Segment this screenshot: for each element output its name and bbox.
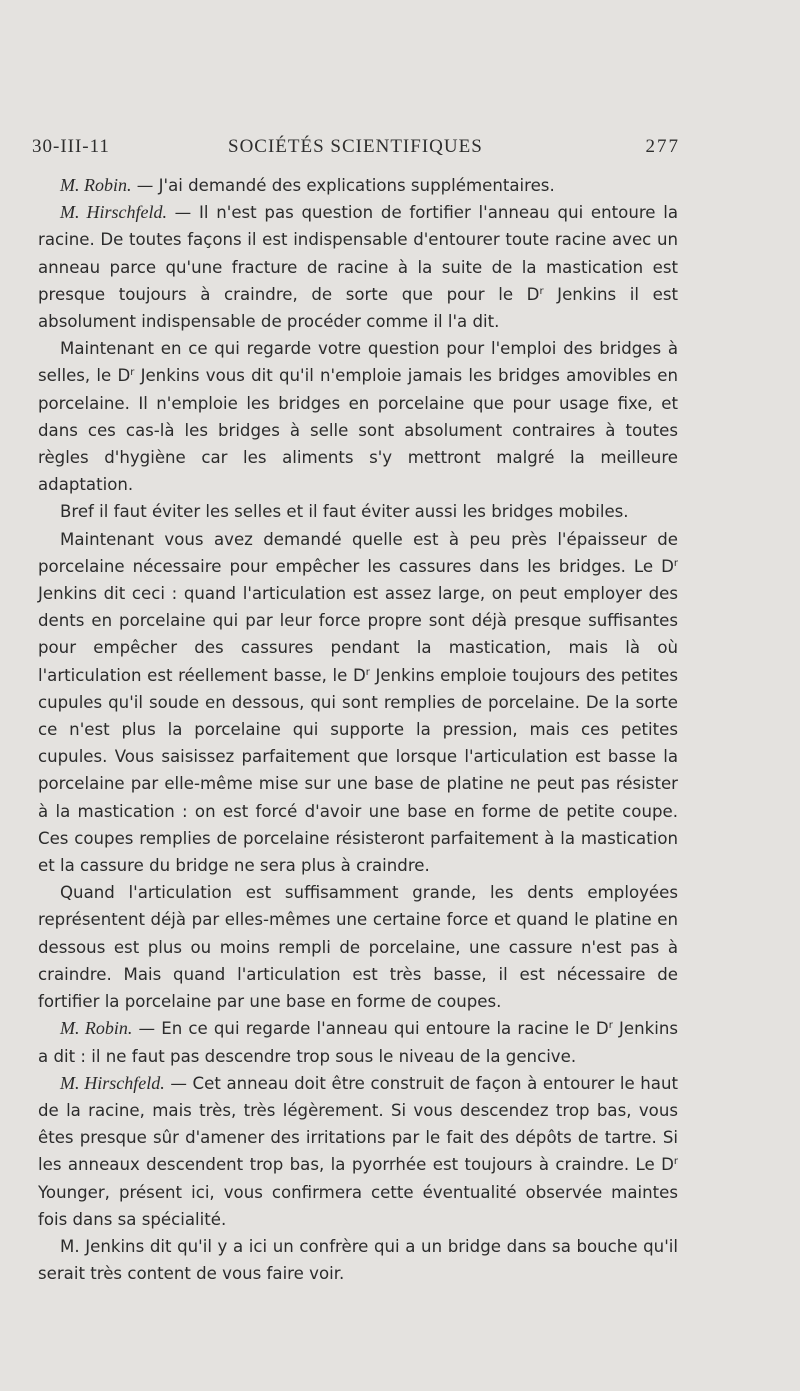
paragraph-text: Bref il faut éviter les selles et il faut éviter aussi les bridges mobiles. xyxy=(60,502,629,522)
paragraph-text-tail: Jenkins a dit : il ne faut pas descendre trop sous le niveau de la gencive. xyxy=(38,1019,678,1066)
superscript: r xyxy=(608,1020,613,1032)
running-header xyxy=(32,136,680,164)
header-date: 30-III-11 xyxy=(32,136,110,157)
paragraph xyxy=(38,172,678,199)
speaker-name: M. Robin. xyxy=(60,175,132,195)
paragraph-text-tail: Jenkins dit ceci : quand l'articulation est assez large, on peut employer des dents en porcelaine qui par leur force propre sont déjà presque suffisantes pour empêcher des cassures pendant la mastication, mais là où l'articulation est réellement basse, le D xyxy=(38,584,678,685)
superscript: r xyxy=(365,666,370,678)
paragraph-text-tail: Jenkins vous dit qu'il n'emploie jamais les bridges amovibles en porcelaine. Il n'emploie les bridges en porcelaine que pour usage fixe, et dans ces cas-là les bridges à selle sont absolument contraires à toutes règles d'hygiène car les aliments s'y mettront malgré la meilleure adaptation. xyxy=(38,366,678,495)
paragraph-text: — Cet anneau doit être construit de façon à entourer le haut de la racine, mais très, très légèrement. Si vous descendez trop bas, vous êtes presque sûr d'amener des irritations par le fait des dépôts de tartre. Si les anneaux descendent trop bas, la pyorrhée est toujours à craindre. Le D xyxy=(38,1073,678,1175)
paragraph-text-tail: Jenkins il est absolument indispensable de procéder comme il l'a dit. xyxy=(38,284,678,332)
paragraph-text: Maintenant en ce qui regarde votre question pour l'emploi des bridges à selles, le D xyxy=(38,339,678,386)
paragraph xyxy=(38,1015,678,1069)
superscript: r xyxy=(130,367,135,379)
paragraph-text-tail: Jenkins emploie toujours des petites cupules qu'il soude en dessous, qui sont remplies de porcelaine. De la sorte ce n'est plus la porcelaine qui supporte la pression, mais ces petites cupules. Vous saisissez parfaitement que lorsque l'articulation est basse la porcelaine par elle-même mise sur une base de platine ne peut pas résister à la mastication : on est forcé d'avoir une base en forme de petite coupe. Ces coupes remplies de porcelaine résisteront parfaitement à la mastication et la cassure du bridge ne sera plus à craindre. xyxy=(38,665,678,876)
paragraph xyxy=(38,879,678,1015)
speaker-name: M. Robin. xyxy=(60,1018,133,1039)
superscript: r xyxy=(539,285,544,297)
header-title: SOCIÉTÉS SCIENTIFIQUES xyxy=(228,136,483,157)
paragraph xyxy=(38,1070,678,1233)
paragraph xyxy=(38,526,678,880)
speaker-name: M. Hirschfeld. xyxy=(60,202,167,223)
superscript: r xyxy=(673,1156,678,1168)
paragraph-text: Quand l'articulation est suffisamment grande, les dents employées représentent déjà par elles-mêmes une certaine force et quand le platine en dessous est plus ou moins rempli de porcelaine, une cassure n'est pas à craindre. Mais quand l'articulation est très basse, il est nécessaire de fortifier la porcelaine par une base en forme de coupes. xyxy=(38,883,678,1012)
paragraph-text-tail: Younger, présent ici, vous confirmera cette éventualité observée maintes fois dans sa spécialité. xyxy=(38,1182,678,1229)
paragraph-text: — Il n'est pas question de fortifier l'anneau qui entoure la racine. De toutes façons il est indispensable d'entourer toute racine avec un anneau parce qu'une fracture de racine à la suite de la mastication est presque toujours à craindre, de sorte que pour le D xyxy=(38,203,679,304)
paragraph-text: Maintenant vous avez demandé quelle est à peu près l'épaisseur de porcelaine nécessaire pour empêcher les cassures dans les bridges. Le D xyxy=(38,529,678,576)
paragraph xyxy=(38,335,678,498)
page-number: 277 xyxy=(645,136,680,157)
paragraph-text: M. Jenkins dit qu'il y a ici un confrère qui a un bridge dans sa bouche qu'il serait très content de vous faire voir. xyxy=(38,1236,678,1284)
body-text xyxy=(38,172,678,1287)
paragraph xyxy=(38,1233,678,1287)
paragraph xyxy=(38,498,678,525)
paragraph-text: — J'ai demandé des explications supplémentaires. xyxy=(131,176,555,195)
speaker-name: M. Hirschfeld. xyxy=(60,1072,165,1093)
paragraph-text: — En ce qui regarde l'anneau qui entoure la racine le D xyxy=(132,1019,609,1039)
superscript: r xyxy=(673,557,678,569)
paragraph xyxy=(38,199,678,335)
